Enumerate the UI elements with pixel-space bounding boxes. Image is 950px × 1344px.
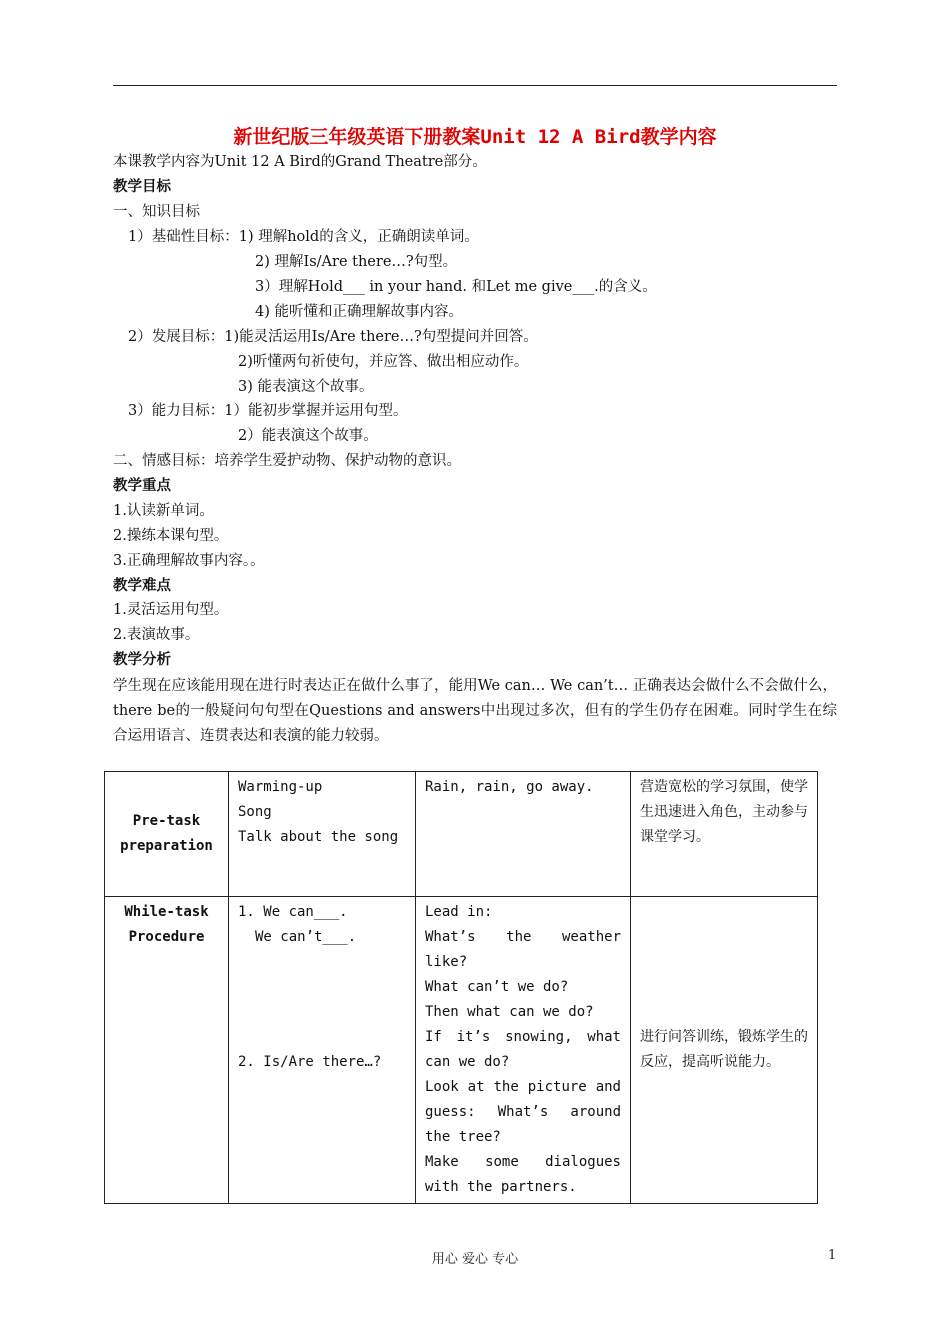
content-cell	[416, 897, 631, 1204]
steps-cell	[229, 897, 416, 1204]
key-point-item: 2.操练本课句型。	[113, 528, 229, 544]
purpose-text: 营造宽松的学习氛围，使学生迅速进入角色，主动参与课堂学习。	[640, 779, 808, 845]
step-item: Song	[238, 804, 272, 820]
difficulty-item: 1.灵活运用句型。	[113, 602, 229, 618]
basic-goal-2: 2) 理解Is/Are there…?句型。	[255, 254, 458, 270]
content-line: What’s the weather like?	[425, 929, 621, 970]
development-goal-3: 3) 能表演这个故事。	[238, 379, 374, 395]
page-number: 1	[828, 1248, 837, 1263]
key-point-item: 3.正确理解故事内容。。	[113, 553, 265, 569]
lesson-plan-table	[104, 771, 818, 1204]
step-item: 1. We can___.	[238, 904, 348, 920]
difficulty-item: 2.表演故事。	[113, 627, 200, 643]
key-points-heading: 教学重点	[113, 478, 171, 494]
table-row	[105, 772, 818, 897]
content-line: Make some dialogues with the partners.	[425, 1154, 621, 1195]
intro-text: 本课教学内容为Unit 12 A Bird的Grand Theatre部分。	[113, 154, 487, 170]
steps-cell	[229, 772, 416, 897]
step-item: We can’t___.	[255, 929, 357, 945]
stage-label: preparation	[120, 838, 213, 854]
analysis-paragraph: 学生现在应该能用现在进行时表达正在做什么事了，能用We can… We can’t… 正确表达会做什么不会做什么，there be的一般疑问句句型在Questions and answers中出现过多次，但有的学生仍存在困难。同时学生在综合运用语言、连贯表达和表演的能力较弱。	[113, 678, 837, 744]
difficulties-heading: 教学难点	[113, 578, 171, 594]
content-line: Look at the picture and guess: What’s around the tree?	[425, 1079, 621, 1145]
objectives-heading: 教学目标	[113, 179, 171, 195]
header-rule	[113, 85, 837, 86]
basic-goal-3: 3）理解Hold___ in your hand. 和Let me give___.的含义。	[255, 279, 657, 295]
knowledge-heading: 一、知识目标	[113, 204, 200, 220]
content-line: What can’t we do?	[425, 979, 569, 995]
basic-goal-1: 1）基础性目标：1) 理解hold的含义，正确朗读单词。	[128, 229, 479, 245]
document-title: 新世纪版三年级英语下册教案Unit 12 A Bird教学内容	[233, 126, 717, 148]
development-goal-2: 2)听懂两句祈使句，并应答、做出相应动作。	[238, 354, 529, 370]
stage-cell	[105, 897, 229, 1204]
basic-goal-4: 4) 能听懂和正确理解故事内容。	[255, 304, 463, 320]
content-text: Rain, rain, go away.	[425, 779, 594, 795]
stage-label: Pre-task	[132, 813, 201, 829]
page-footer: 用心 爱心 专心	[431, 1252, 519, 1267]
content-line: Lead in:	[425, 904, 493, 920]
key-point-item: 1.认读新单词。	[113, 503, 214, 519]
content-line: Then what can we do?	[425, 1004, 594, 1020]
purpose-cell	[631, 897, 818, 1204]
ability-goal-1: 3）能力目标：1）能初步掌握并运用句型。	[128, 403, 408, 419]
stage-label: While-task	[124, 904, 209, 920]
analysis-heading: 教学分析	[113, 652, 171, 668]
content-line: If it’s snowing, what can we do?	[425, 1029, 621, 1070]
table-row	[105, 897, 818, 1204]
step-item: Talk about the song	[238, 829, 399, 845]
step-item: 2. Is/Are there…?	[238, 1054, 382, 1070]
purpose-text: 进行问答训练，锻炼学生的反应，提高听说能力。	[640, 1029, 808, 1070]
emotion-goal: 二、情感目标：培养学生爱护动物、保护动物的意识。	[113, 453, 461, 469]
stage-cell	[105, 772, 229, 897]
ability-goal-2: 2）能表演这个故事。	[238, 428, 378, 444]
content-cell	[416, 772, 631, 897]
purpose-cell	[631, 772, 818, 897]
development-goal-1: 2）发展目标：1)能灵活运用Is/Are there…?句型提问并回答。	[128, 329, 538, 345]
stage-label: Procedure	[128, 929, 205, 945]
step-item: Warming-up	[238, 779, 323, 795]
